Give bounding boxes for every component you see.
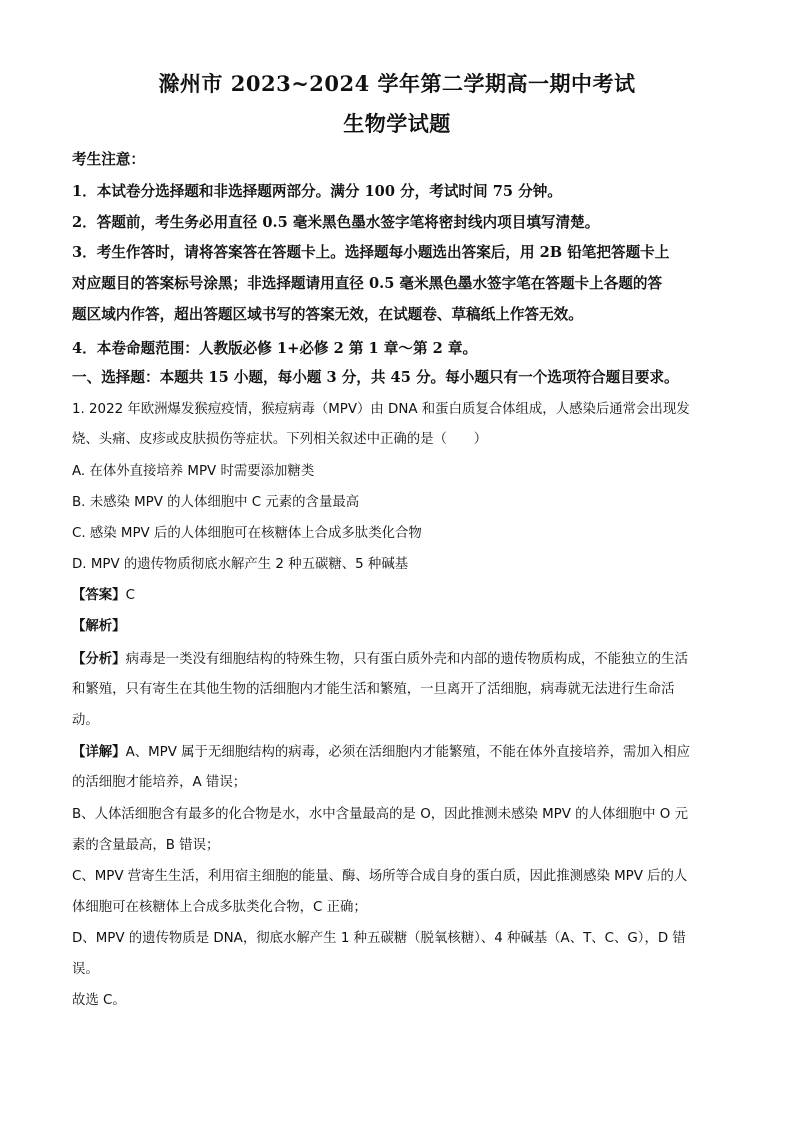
notice-item-1: 1．本试卷分选择题和非选择题两部分。满分 100 分，考试时间 75 分钟。 bbox=[72, 183, 562, 200]
option-d: D. MPV 的遗传物质彻底水解产生 2 种五碳糖、5 种碱基 bbox=[72, 557, 409, 572]
notice-item-3-line-2: 对应题目的答案标号涂黑；非选择题请用直径 0.5 毫米黑色墨水签字笔在答题卡上各题的答 bbox=[72, 275, 663, 292]
fenxi-line-1 bbox=[72, 650, 722, 670]
question-stem-line-1: 1. 2022 年欧洲爆发猴痘疫情，猴痘病毒（MPV）由 DNA 和蛋白质复合体组成，人感染后通常会出现发 bbox=[72, 402, 690, 417]
detail-d-line-2: 误。 bbox=[72, 962, 99, 977]
notice-heading: 考生注意： bbox=[72, 151, 145, 168]
detail-c-line-2: 体细胞可在核糖体上合成多肽类化合物，C 正确； bbox=[72, 900, 367, 915]
option-a: A. 在体外直接培养 MPV 时需要添加糖类 bbox=[72, 464, 315, 479]
detail-a-line-2: 的活细胞才能培养，A 错误； bbox=[72, 775, 247, 790]
question-stem-line-2: 烧、头痛、皮疹或皮肤损伤等症状。下列相关叙述中正确的是（ ） bbox=[72, 432, 488, 447]
detail-a-text-1: A、MPV 属于无细胞结构的病毒，必须在活细胞内才能繁殖，不能在体外直接培养，需加入相应 bbox=[125, 745, 690, 760]
section-heading: 一、选择题：本题共 15 小题，每小题 3 分，共 45 分。每小题只有一个选项符合题目要求。 bbox=[72, 369, 679, 386]
exam-subtitle: 生物学试题 bbox=[343, 111, 451, 136]
fenxi-line-2: 和繁殖，只有寄生在其他生物的活细胞内才能生活和繁殖，一旦离开了活细胞，病毒就无法进行生命活 bbox=[72, 682, 675, 697]
notice-item-3-line-1: 3．考生作答时，请将答案答在答题卡上。选择题每小题选出答案后，用 2B 铅笔把答题卡上 bbox=[72, 244, 670, 261]
detail-b-line-2: 素的含量最高，B 错误； bbox=[72, 838, 220, 853]
notice-item-2: 2．答题前，考生务必用直径 0.5 毫米黑色墨水签字笔将密封线内项目填写清楚。 bbox=[72, 214, 600, 231]
fenxi-label: 【分析】 bbox=[72, 652, 126, 667]
fenxi-text-1: 病毒是一类没有细胞结构的特殊生物，只有蛋白质外壳和内部的遗传物质构成，不能独立的生活 bbox=[125, 652, 688, 667]
detail-c-line-1: C、MPV 营寄生生活，利用宿主细胞的能量、酶、场所等合成自身的蛋白质，因此推测感染 MPV 后的人 bbox=[72, 869, 688, 884]
notice-item-3-line-3: 题区域内作答，超出答题区域书写的答案无效，在试题卷、草稿纸上作答无效。 bbox=[72, 306, 583, 323]
option-c: C. 感染 MPV 后的人体细胞可在核糖体上合成多肽类化合物 bbox=[72, 526, 422, 541]
detail-a-line-1 bbox=[72, 743, 722, 763]
notice-item-4: 4．本卷命题范围：人教版必修 1+必修 2 第 1 章～第 2 章。 bbox=[72, 340, 478, 357]
answer-value: C bbox=[125, 588, 135, 603]
detail-b-line-1: B、人体活细胞含有最多的化合物是水，水中含量最高的是 O，因此推测未感染 MPV 的人体细胞中 O 元 bbox=[72, 807, 688, 822]
detail-label: 【详解】 bbox=[72, 745, 126, 760]
detail-d-line-1: D、MPV 的遗传物质是 DNA，彻底水解产生 1 种五碳糖（脱氧核糖）、4 种碱基（A、T、C、G），D 错 bbox=[72, 931, 686, 946]
exam-title: 滁州市 2023~2024 学年第二学期高一期中考试 bbox=[158, 71, 636, 96]
answer-row bbox=[72, 586, 722, 606]
analysis-label: 【解析】 bbox=[72, 619, 126, 634]
answer-label: 【答案】 bbox=[72, 588, 126, 603]
conclusion: 故选 C。 bbox=[72, 993, 126, 1008]
option-b: B. 未感染 MPV 的人体细胞中 C 元素的含量最高 bbox=[72, 495, 360, 510]
fenxi-line-3: 动。 bbox=[72, 713, 99, 728]
